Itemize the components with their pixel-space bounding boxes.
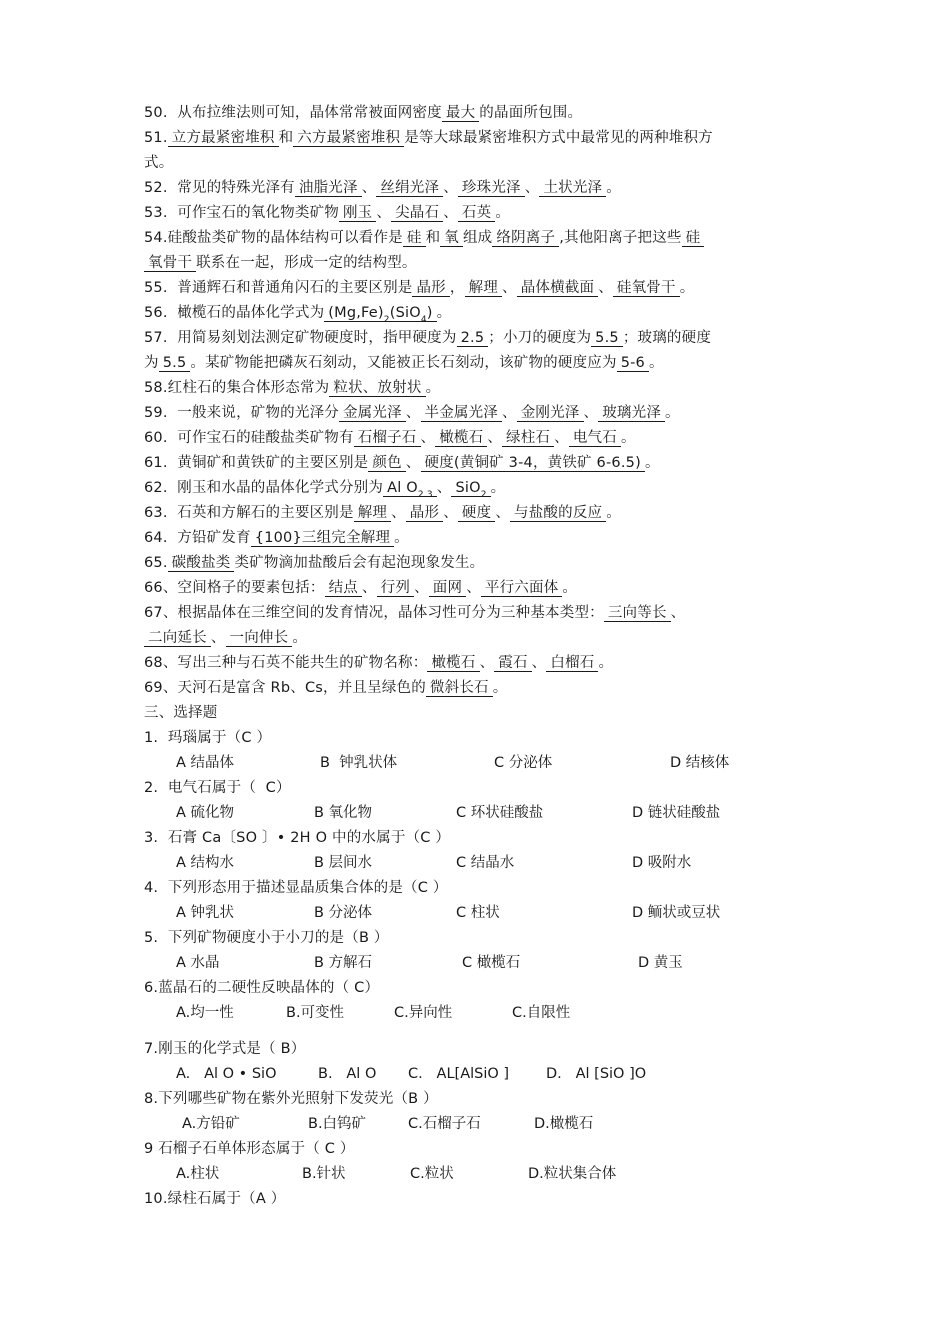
choice-5-option-a: A 水晶 xyxy=(176,955,220,971)
question-68: 68、写出三种与石英不能共生的矿物名称： 橄榄石 、 霞石 、 白榴石 。 xyxy=(144,655,614,671)
choice-5-option-c: C 橄榄石 xyxy=(462,955,521,971)
question-60: 60. 可作宝石的硅酸盐类矿物有 石榴子石 、 橄榄石 、 绿柱石 、 电气石 。 xyxy=(144,430,636,446)
choice-6-option-a: A.均一性 xyxy=(176,1005,234,1021)
question-65: 65. 碳酸盐类 类矿物滴加盐酸后会有起泡现象发生。 xyxy=(144,555,485,571)
choice-5-option-b: B 方解石 xyxy=(314,955,373,971)
choice-8-option-b: B.白钨矿 xyxy=(308,1116,367,1132)
question-66: 66、空间格子的要素包括： 结点 、 行列 、 面网 、 平行六面体 。 xyxy=(144,580,578,596)
question-54-cont: 氧骨干 联系在一起，形成一定的结构型。 xyxy=(144,254,417,272)
choice-4-option-c: C 柱状 xyxy=(456,905,500,921)
choice-7-option-b: B. Al O xyxy=(318,1066,377,1082)
choice-4-option-d: D 鲕状或豆状 xyxy=(632,905,721,921)
choice-4-option-a: A 钟乳状 xyxy=(176,905,235,921)
choice-question-10: 10.绿柱石属于（A ） xyxy=(144,1191,286,1207)
choice-2-option-a: A 硫化物 xyxy=(176,805,235,821)
choice-9-option-d: D.粒状集合体 xyxy=(528,1166,617,1182)
choice-question-5: 5. 下列矿物硬度小于小刀的是（B ） xyxy=(144,930,389,946)
choice-question-2: 2. 电气石属于（ C） xyxy=(144,780,291,796)
choice-9-option-c: C.粒状 xyxy=(410,1166,454,1182)
choice-9-option-a: A.柱状 xyxy=(176,1166,220,1182)
question-50: 50. 从布拉维法则可知，晶体常常被面网密度 最大 的晶面所包围。 xyxy=(144,105,583,121)
choice-question-3: 3. 石膏 Ca〔SO 〕• 2H O 中的水属于（C ） xyxy=(144,830,451,846)
question-51: 51. 立方最紧密堆积 和 六方最紧密堆积 是等大球最紧密堆积方式中最常见的两种堆积方 xyxy=(144,130,713,146)
choice-9-option-b: B.针状 xyxy=(302,1166,346,1182)
choice-8-option-d: D.橄榄石 xyxy=(534,1116,594,1132)
choice-7-option-a: A. Al O • SiO xyxy=(176,1066,277,1082)
choice-3-option-a: A 结构水 xyxy=(176,855,235,871)
question-57-cont: 为 5.5 。某矿物能把磷灰石刻动，又能被正长石刻动，该矿物的硬度应为 5-6 。 xyxy=(144,355,664,371)
section-heading-choice: 三、选择题 xyxy=(144,705,218,721)
question-59: 59. 一般来说，矿物的光泽分 金属光泽 、 半金属光泽 、 金刚光泽 、 玻璃光泽 。 xyxy=(144,405,680,421)
choice-3-option-b: B 层间水 xyxy=(314,855,373,871)
choice-1-option-d: D 结核体 xyxy=(670,755,730,771)
choice-8-option-c: C.石榴子石 xyxy=(408,1116,481,1132)
question-53: 53. 可作宝石的氧化物类矿物 刚玉 、 尖晶石 、 石英 。 xyxy=(144,205,511,221)
question-57: 57. 用简易刻划法测定矿物硬度时，指甲硬度为 2.5 ；小刀的硬度为 5.5 ；玻璃的硬度 xyxy=(144,330,712,346)
choice-7-option-d: D. Al [SiO ]O xyxy=(546,1066,647,1082)
choice-6-option-c: C.异向性 xyxy=(394,1005,453,1021)
choice-1-option-c: C 分泌体 xyxy=(494,755,553,771)
question-58: 58.红柱石的集合体形态常为 粒状、放射状 。 xyxy=(144,380,441,396)
choice-1-option-a: A 结晶体 xyxy=(176,755,235,771)
choice-question-7: 7.刚玉的化学式是（ B） xyxy=(144,1041,306,1057)
question-54: 54.硅酸盐类矿物的晶体结构可以看作是 硅 和 氧 组成 络阴离子 ,其他阳离子把这些 硅 xyxy=(144,229,704,247)
question-55: 55. 普通辉石和普通角闪石的主要区别是 晶形 ， 解理 、 晶体横截面 、 硅氧骨干 。 xyxy=(144,280,695,296)
choice-3-option-c: C 结晶水 xyxy=(456,855,515,871)
choice-8-option-a: A.方铅矿 xyxy=(182,1116,240,1132)
question-69: 69、天河石是富含 Rb、Cs，并且呈绿色的 微斜长石 。 xyxy=(144,680,508,696)
choice-6-option-b: B.可变性 xyxy=(286,1005,345,1021)
choice-2-option-b: B 氧化物 xyxy=(314,805,373,821)
question-52: 52. 常见的特殊光泽有 油脂光泽 、 丝绢光泽 、 珍珠光泽 、 土状光泽 。 xyxy=(144,180,621,196)
question-67: 67、根据晶体在三维空间的发育情况，晶体习性可分为三种基本类型： 三向等长 、 xyxy=(144,605,686,621)
choice-question-8: 8.下列哪些矿物在紫外光照射下发荧光（B ） xyxy=(144,1091,438,1107)
choice-7-option-c: C. AL[AlSiO ] xyxy=(408,1066,510,1082)
question-61: 61. 黄铜矿和黄铁矿的主要区别是 颜色 、 硬度(黄铜矿 3-4，黄铁矿 6-6.5) 。 xyxy=(144,455,660,471)
question-67-cont: 二向延长 、 一向伸长 。 xyxy=(144,629,307,647)
choice-question-9: 9 石榴子石单体形态属于（ C ） xyxy=(144,1141,355,1157)
choice-3-option-d: D 吸附水 xyxy=(632,855,692,871)
choice-question-4: 4. 下列形态用于描述显晶质集合体的是（C ） xyxy=(144,880,448,896)
question-63: 63. 石英和方解石的主要区别是 解理 、 晶形 、 硬度 、 与盐酸的反应 。 xyxy=(144,505,621,521)
choice-question-6: 6.蓝晶石的二硬性反映晶体的（ C） xyxy=(144,980,380,996)
choice-question-1: 1. 玛瑙属于（C ） xyxy=(144,730,272,746)
question-64: 64. 方铅矿发育 {100}三组完全解理 。 xyxy=(144,530,409,546)
choice-6-option-d: C.自限性 xyxy=(512,1005,571,1021)
choice-5-option-d: D 黄玉 xyxy=(638,955,683,971)
choice-2-option-d: D 链状硅酸盐 xyxy=(632,805,721,821)
choice-4-option-b: B 分泌体 xyxy=(314,905,373,921)
question-51-cont: 式。 xyxy=(144,155,174,171)
question-56: 56. 橄榄石的晶体化学式为 $(Mg,Fe)_2(SiO_4)$ 。 xyxy=(144,305,452,325)
choice-2-option-c: C 环状硅酸盐 xyxy=(456,805,544,821)
question-62: 62. 刚玉和水晶的晶体化学式分别为 Al $O_{2 3}$ 、 SiO$_2$ 。 xyxy=(144,480,506,500)
choice-1-option-b: B 钟乳状体 xyxy=(320,755,398,771)
